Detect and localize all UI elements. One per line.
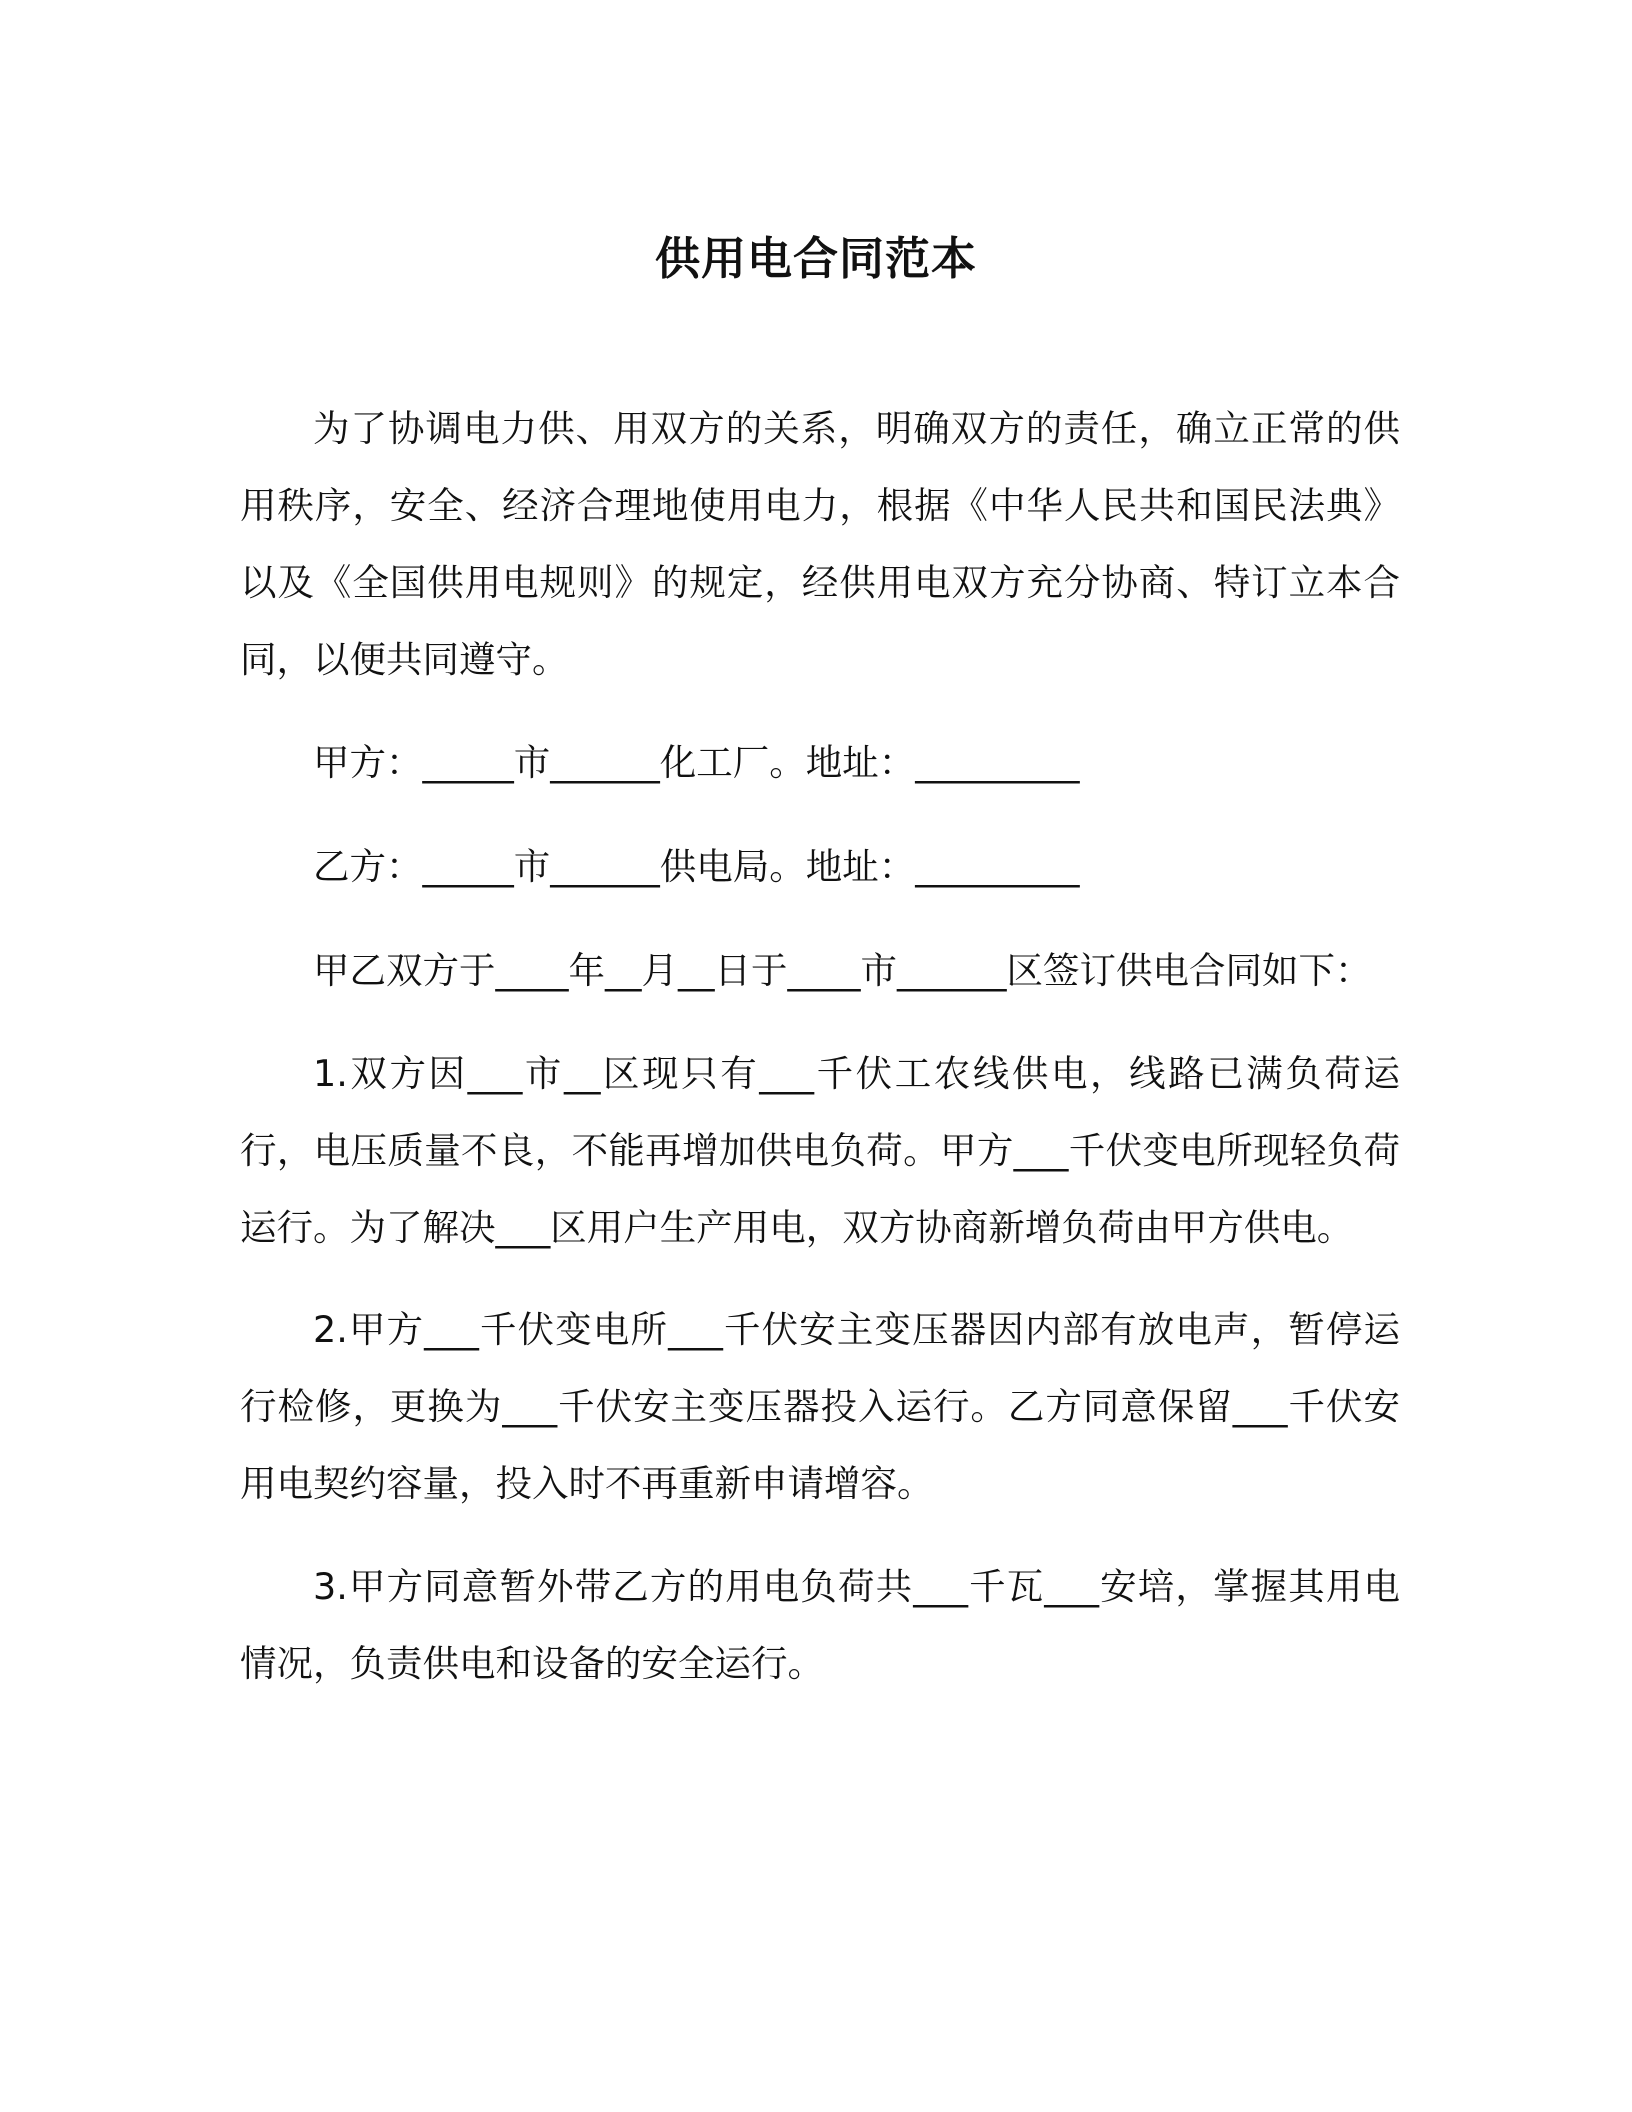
intro-paragraph: 为了协调电力供、用双方的关系，明确双方的责任，确立正常的供用秩序，安全、经济合理地使用电力，根据《中华人民共和国民法典》以及《全国供用电规则》的规定，经供用电双方充分协商、特订立本合同，以便共同遵守。 <box>240 407 1400 681</box>
clause-3-paragraph: 3.甲方同意暂外带乙方的用电负荷共___千瓦___安培，掌握其用电情况，负责供电和设备的安全运行。 <box>240 1565 1400 1685</box>
signing-paragraph: 甲乙双方于____年__月__日于____市______区签订供电合同如下： <box>313 949 1372 992</box>
document-title: 供用电合同范本 <box>654 232 977 285</box>
clause-1-paragraph: 1.双方因___市__区现只有___千伏工农线供电，线路已满负荷运行，电压质量不良，不能再增加供电负荷。甲方___千伏变电所现轻负荷运行。为了解决___区用户生产用电，双方协商新增负荷由甲方供电。 <box>240 1052 1400 1249</box>
document-body <box>240 390 1400 1702</box>
party-b-line: 乙方：_____市______供电局。地址：_________ <box>313 845 1080 888</box>
party-a-line: 甲方：_____市______化工厂。地址：_________ <box>313 741 1080 784</box>
clause-2-paragraph: 2.甲方___千伏变电所___千伏安主变压器因内部有放电声，暂停运行检修，更换为___千伏安主变压器投入运行。乙方同意保留___千伏安用电契约容量，投入时不再重新申请增容。 <box>240 1308 1400 1505</box>
